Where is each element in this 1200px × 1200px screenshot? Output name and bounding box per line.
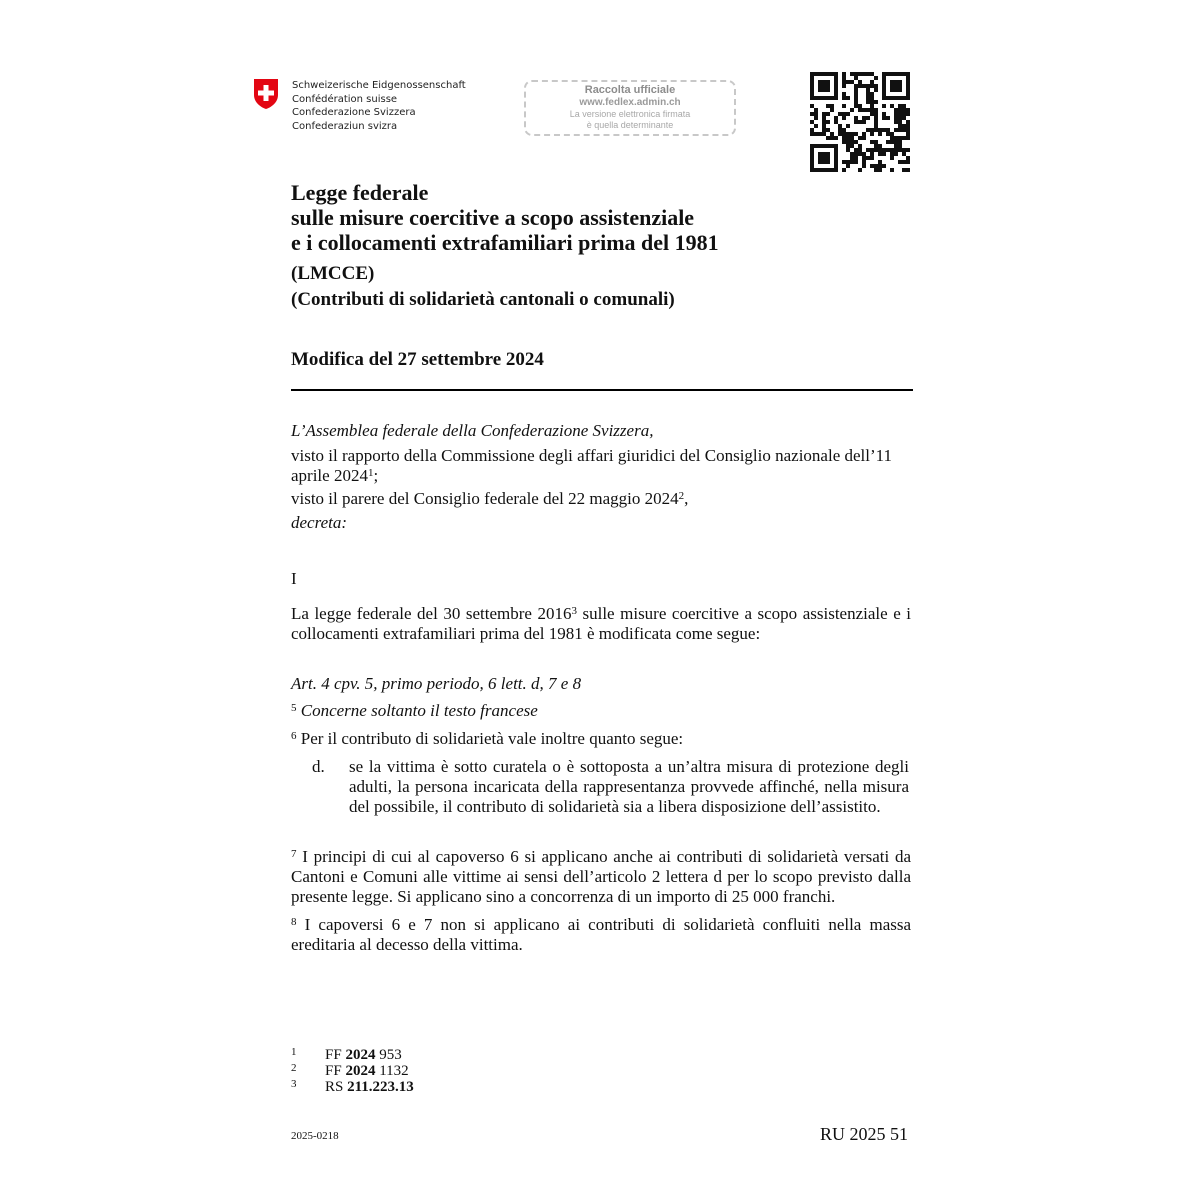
footnote-1-year: 2024 xyxy=(345,1047,376,1063)
paragraph-8 xyxy=(291,915,911,955)
section-number: I xyxy=(291,569,297,588)
paragraph-8-number: 8 xyxy=(291,916,297,928)
preamble-heading: L’Assemblea federale della Confederazione Svizzera, xyxy=(291,421,654,440)
footnote-3-number-rs: 211.223.13 xyxy=(347,1079,414,1095)
footnote-1-page: 953 xyxy=(375,1047,402,1063)
modification-date: Modifica del 27 settembre 2024 xyxy=(291,349,544,370)
stamp-line-2: www.fedlex.admin.ch xyxy=(579,97,681,108)
confederation-name-de: Schweizerische Eidgenossenschaft xyxy=(292,80,466,91)
footnote-3-text xyxy=(325,1079,414,1095)
law-subtitle: (Contributi di solidarietà cantonali o comunali) xyxy=(291,289,675,310)
section-intro xyxy=(291,604,911,644)
confederation-names xyxy=(292,79,466,133)
footnote-1-prefix: FF xyxy=(325,1047,346,1063)
footnote-3-prefix: RS xyxy=(325,1079,348,1095)
paragraph-6-number: 6 xyxy=(291,730,297,742)
intro-text-b: sulle misure coercitive a scopo assistenziale e i collocamenti extrafamiliari prima del 1981 è modificata come segue: xyxy=(291,604,911,643)
official-collection-reference: RU 2025 51 xyxy=(820,1124,909,1144)
paragraph-5-text: Concerne soltanto il testo francese xyxy=(300,701,538,720)
confederation-name-it: Confederazione Svizzera xyxy=(292,107,416,118)
paragraph-5 xyxy=(291,701,538,721)
footnote-ref-1[interactable]: 1 xyxy=(367,467,374,479)
paragraph-5-number: 5 xyxy=(291,702,297,714)
footnote-1-text xyxy=(325,1047,402,1063)
paragraph-7-number: 7 xyxy=(291,848,297,860)
paragraph-7 xyxy=(291,847,911,907)
footnote-ref-3[interactable]: 3 xyxy=(571,605,577,617)
document-id: 2025-0218 xyxy=(291,1130,339,1142)
footnote-ref-2[interactable]: 2 xyxy=(678,490,685,502)
visto-1-end: ; xyxy=(373,466,379,485)
official-collection-stamp xyxy=(524,80,736,136)
footnote-2-page: 1132 xyxy=(375,1063,409,1079)
article-reference: Art. 4 cpv. 5, primo periodo, 6 lett. d, 7 e 8 xyxy=(291,674,582,693)
intro-text-a: La legge federale del 30 settembre 2016 xyxy=(291,604,572,623)
stamp-line-3: La versione elettronica firmata xyxy=(569,109,691,119)
stamp-line-1: Raccolta ufficiale xyxy=(584,84,676,96)
decreta: decreta: xyxy=(291,513,348,532)
paragraph-7-text: I principi di cui al capoverso 6 si applicano anche ai contributi di solidarietà versati da Cantoni e Comuni alle vittime ai sensi dell’articolo 2 lettera d per lo scopo previsto dalla presente legge. Si applicano sino a concorrenza di un importo di 25 000 franchi. xyxy=(291,847,911,906)
visto-2-text: visto il parere del Consiglio federale del 22 maggio 2024 xyxy=(291,489,679,508)
confederation-name-rm: Confederaziun svizra xyxy=(292,120,398,132)
qr-code-icon xyxy=(810,72,910,172)
paragraph-6 xyxy=(291,729,683,749)
preamble-visto-2 xyxy=(291,489,911,509)
footnote-2-prefix: FF xyxy=(325,1063,346,1079)
title-line-2: sulle misure coercitive a scopo assistenziale xyxy=(291,205,695,230)
swiss-cross-icon xyxy=(252,78,280,110)
footnote-2-number: 2 xyxy=(291,1062,297,1074)
footnote-1-number: 1 xyxy=(291,1046,297,1058)
law-abbreviation: (LMCCE) xyxy=(291,263,375,284)
preamble-visto-1 xyxy=(291,446,911,486)
footnote-3-number: 3 xyxy=(291,1078,297,1090)
title-line-3: e i collocamenti extrafamiliari prima del 1981 xyxy=(291,230,719,255)
law-title xyxy=(291,180,719,255)
title-line-1: Legge federale xyxy=(291,180,429,205)
visto-1-text: visto il rapporto della Commissione degli affari giuridici del Consiglio nazionale dell’11 aprile 2024 xyxy=(291,446,893,485)
letter-d-marker: d. xyxy=(312,757,325,776)
footnote-2-text xyxy=(325,1063,409,1079)
letter-d-text: se la vittima è sotto curatela o è sottoposta a un’altra misura di protezione degli adulti, la persona incaricata della rappresentanza provvede affinché, nella misura del possibile, il contributo di solidarietà sia a libera disposizione dell’assistito. xyxy=(349,757,909,816)
title-divider xyxy=(291,389,913,391)
confederation-name-fr: Confédération suisse xyxy=(292,93,398,105)
footnote-2-year: 2024 xyxy=(345,1063,376,1079)
stamp-line-4: è quella determinante xyxy=(586,120,674,130)
visto-2-end: , xyxy=(684,489,689,508)
paragraph-8-text: I capoversi 6 e 7 non si applicano ai contributi di solidarietà confluiti nella massa ereditaria al decesso della vittima. xyxy=(291,915,912,954)
paragraph-6-text: Per il contributo di solidarietà vale inoltre quanto segue: xyxy=(300,729,684,748)
